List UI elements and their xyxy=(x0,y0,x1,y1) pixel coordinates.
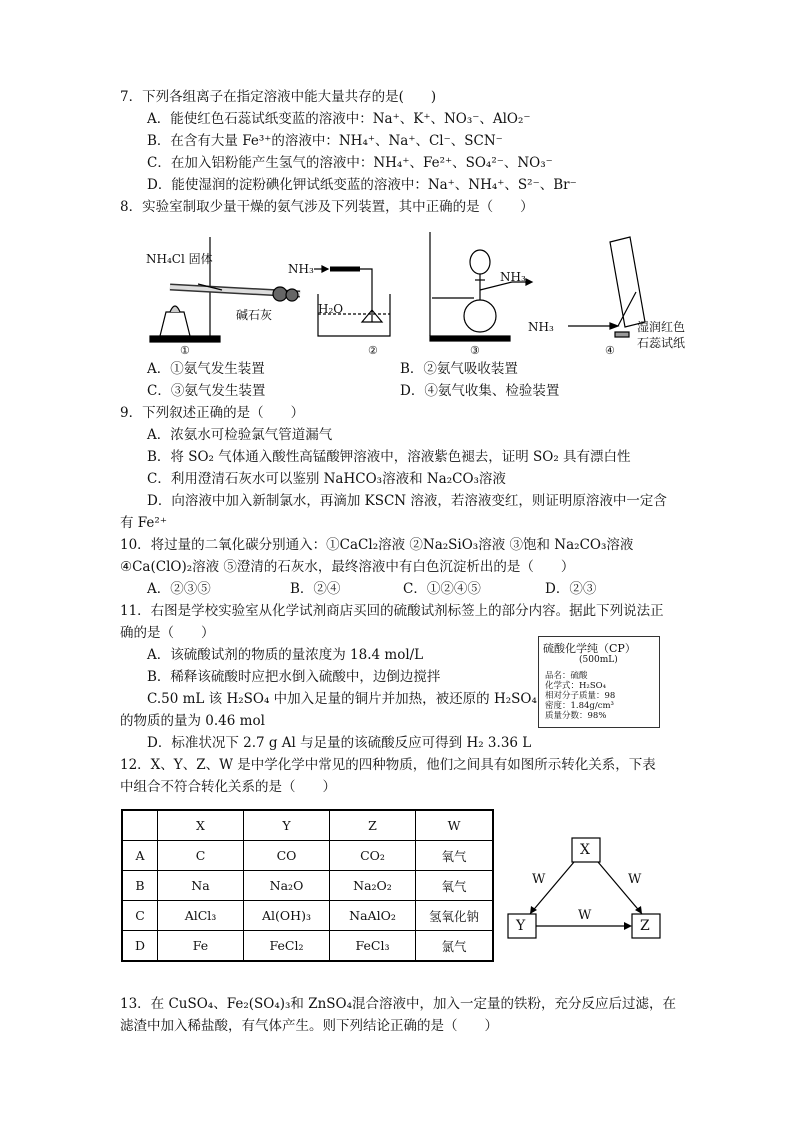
nh3-label-3: NH₃ xyxy=(500,270,526,284)
q7-option-d: D．能使湿润的淀粉碘化钾试纸变蓝的溶液中：Na⁺、NH₄⁺、S²⁻、Br⁻ xyxy=(147,177,577,193)
h2o-label: H₂O xyxy=(318,302,344,316)
q11-option-b: B．稀释该硫酸时应把水倒入硫酸中，边倒边搅拌 xyxy=(147,669,441,685)
table-cell: A xyxy=(122,841,158,871)
q11-option-c-cont: 的物质的量为 0.46 mol xyxy=(120,713,265,729)
label-mass-fraction: 质量分数：98% xyxy=(545,711,607,721)
q11-option-c: C.50 mL 该 H₂SO₄ 中加入足量的铜片并加热，被还原的 H₂SO₄ xyxy=(147,691,537,707)
q10-stem-cont: ④Ca(ClO)₂溶液 ⑤澄清的石灰水，最终溶液中有白色沉淀析出的是（ ） xyxy=(120,559,575,575)
table-cell: B xyxy=(122,871,158,901)
q7-option-c: C．在加入铝粉能产生氢气的溶液中：NH₄⁺、Fe²⁺、SO₄²⁻、NO₃⁻ xyxy=(147,155,553,171)
q11-option-a: A．该硫酸试剂的物质的量浓度为 18.4 mol/L xyxy=(147,647,424,663)
figure-number-3: ③ xyxy=(470,344,480,357)
q10-option-a: A．②③⑤ xyxy=(147,581,211,597)
q7-option-b: B．在含有大量 Fe³⁺的溶液中：NH₄⁺、Na⁺、Cl⁻、SCN⁻ xyxy=(147,133,503,149)
table-header xyxy=(122,810,158,841)
node-x: X xyxy=(580,842,590,858)
table-row xyxy=(122,901,493,931)
table-cell: FeCl₃ xyxy=(330,931,416,962)
q10-stem: 10．将过量的二氧化碳分别通入：①CaCl₂溶液 ②Na₂SiO₃溶液 ③饱和 Na₂CO₃溶液 xyxy=(120,537,634,553)
figure-number-4: ④ xyxy=(605,344,615,357)
q13-stem-cont: 滤渣中加入稀盐酸，有气体产生。则下列结论正确的是（ ） xyxy=(120,1018,498,1034)
table-cell: D xyxy=(122,931,158,962)
table-row xyxy=(122,841,493,871)
litmus-label-2: 石蕊试纸 xyxy=(637,336,686,350)
q11-option-d: D．标准状况下 2.7 g Al 与足量的该硫酸反应可得到 H₂ 3.36 L xyxy=(147,735,532,751)
label-title: 硫酸化学纯（CP） xyxy=(543,642,636,655)
apparatus-drawing xyxy=(140,232,710,360)
q11-stem-cont: 确的是（ ） xyxy=(120,625,215,641)
q8-stem: 8．实验室制取少量干燥的氨气涉及下列装置，其中正确的是（ ） xyxy=(120,199,534,215)
q9-option-b: B．将 SO₂ 气体通入酸性高锰酸钾溶液中，溶液紫色褪去，证明 SO₂ 具有漂白性 xyxy=(147,449,631,465)
table-cell: Fe xyxy=(158,931,244,962)
q7-stem: 7．下列各组离子在指定溶液中能大量共存的是( ) xyxy=(120,89,437,105)
q9-option-a: A．浓氨水可检验氯气管道漏气 xyxy=(147,427,333,443)
arrow-label-w-bottom: W xyxy=(578,908,592,923)
nh3-label-2: NH₃ xyxy=(288,262,314,276)
table-cell: 氯气 xyxy=(416,931,494,962)
table-cell: Na₂O xyxy=(244,871,330,901)
q9-stem: 9．下列叙述正确的是（ ） xyxy=(120,405,305,421)
table-row xyxy=(122,871,493,901)
table-header: Z xyxy=(330,810,416,841)
table-cell: NaAlO₂ xyxy=(330,901,416,931)
label-density: 密度：1.84g/cm³ xyxy=(545,701,614,711)
table-cell: Al(OH)₃ xyxy=(244,901,330,931)
table-cell: 氧气 xyxy=(416,841,494,871)
q13-stem: 13．在 CuSO₄、Fe₂(SO₄)₃和 ZnSO₄混合溶液中，加入一定量的铁粉，充分反应后过滤，在 xyxy=(120,996,677,1012)
q8-option-b: B．②氨气吸收装置 xyxy=(400,361,518,377)
q8-option-a: A．①氨气发生装置 xyxy=(147,361,265,377)
q9-option-c: C．利用澄清石灰水可以鉴别 NaHCO₃溶液和 Na₂CO₃溶液 xyxy=(147,471,506,487)
q12-table xyxy=(121,809,494,962)
table-cell: 氧气 xyxy=(416,871,494,901)
table-header-row xyxy=(122,810,493,841)
q8-apparatus-figure xyxy=(140,232,710,360)
q10-option-b: B．②④ xyxy=(290,581,341,597)
q10-option-c: C．①②④⑤ xyxy=(403,581,481,597)
figure-number-2: ② xyxy=(368,344,378,357)
q8-option-d: D．④氨气收集、检验装置 xyxy=(400,383,560,399)
xyz-conversion-diagram xyxy=(500,836,680,946)
arrow-label-w-right: W xyxy=(628,872,642,887)
q11-stem: 11．右图是学校实验室从化学试剂商店买回的硫酸试剂标签上的部分内容。据此下列说法正 xyxy=(120,603,664,619)
table-header: W xyxy=(416,810,494,841)
table-cell: CO xyxy=(244,841,330,871)
q10-option-d: D．②③ xyxy=(545,581,597,597)
table-cell: FeCl₂ xyxy=(244,931,330,962)
table-cell: 氢氧化钠 xyxy=(416,901,494,931)
q9-option-d-cont: 有 Fe²⁺ xyxy=(120,515,167,531)
figure-number-1: ① xyxy=(180,344,190,357)
arrow-label-w-left: W xyxy=(532,872,546,887)
nh4cl-label: NH₄Cl 固体 xyxy=(146,252,213,266)
table-cell: AlCl₃ xyxy=(158,901,244,931)
table-cell: Na xyxy=(158,871,244,901)
nh3-label-4: NH₃ xyxy=(528,320,554,334)
node-y: Y xyxy=(516,918,526,934)
table-header: X xyxy=(158,810,244,841)
table-cell: Na₂O₂ xyxy=(330,871,416,901)
table-cell: CO₂ xyxy=(330,841,416,871)
label-formula: 化学式：H₂SO₄ xyxy=(545,681,607,691)
q8-option-c: C．③氨气发生装置 xyxy=(147,383,266,399)
sulfuric-acid-label xyxy=(538,636,660,728)
soda-lime-label: 碱石灰 xyxy=(236,308,273,322)
table-cell: C xyxy=(122,901,158,931)
table-cell: C xyxy=(158,841,244,871)
q12-stem: 12．X、Y、Z、W 是中学化学中常见的四种物质，他们之间具有如图所示转化关系，下表 xyxy=(120,757,656,773)
label-volume: (500mL) xyxy=(579,655,618,665)
conversion-arrows xyxy=(500,836,680,946)
label-molar-mass: 相对分子质量：98 xyxy=(545,691,616,701)
label-name: 品名：硫酸 xyxy=(545,671,588,681)
q9-option-d: D．向溶液中加入新制氯水，再滴加 KSCN 溶液，若溶液变红，则证明原溶液中一定含 xyxy=(147,493,667,509)
table-row xyxy=(122,931,493,962)
table-header: Y xyxy=(244,810,330,841)
q12-stem-cont: 中组合不符合转化关系的是（ ） xyxy=(120,779,336,795)
q7-option-a: A．能使红色石蕊试纸变蓝的溶液中：Na⁺、K⁺、NO₃⁻、AlO₂⁻ xyxy=(147,111,531,127)
node-z: Z xyxy=(640,918,650,934)
litmus-label-1: 湿润红色 xyxy=(637,320,686,334)
